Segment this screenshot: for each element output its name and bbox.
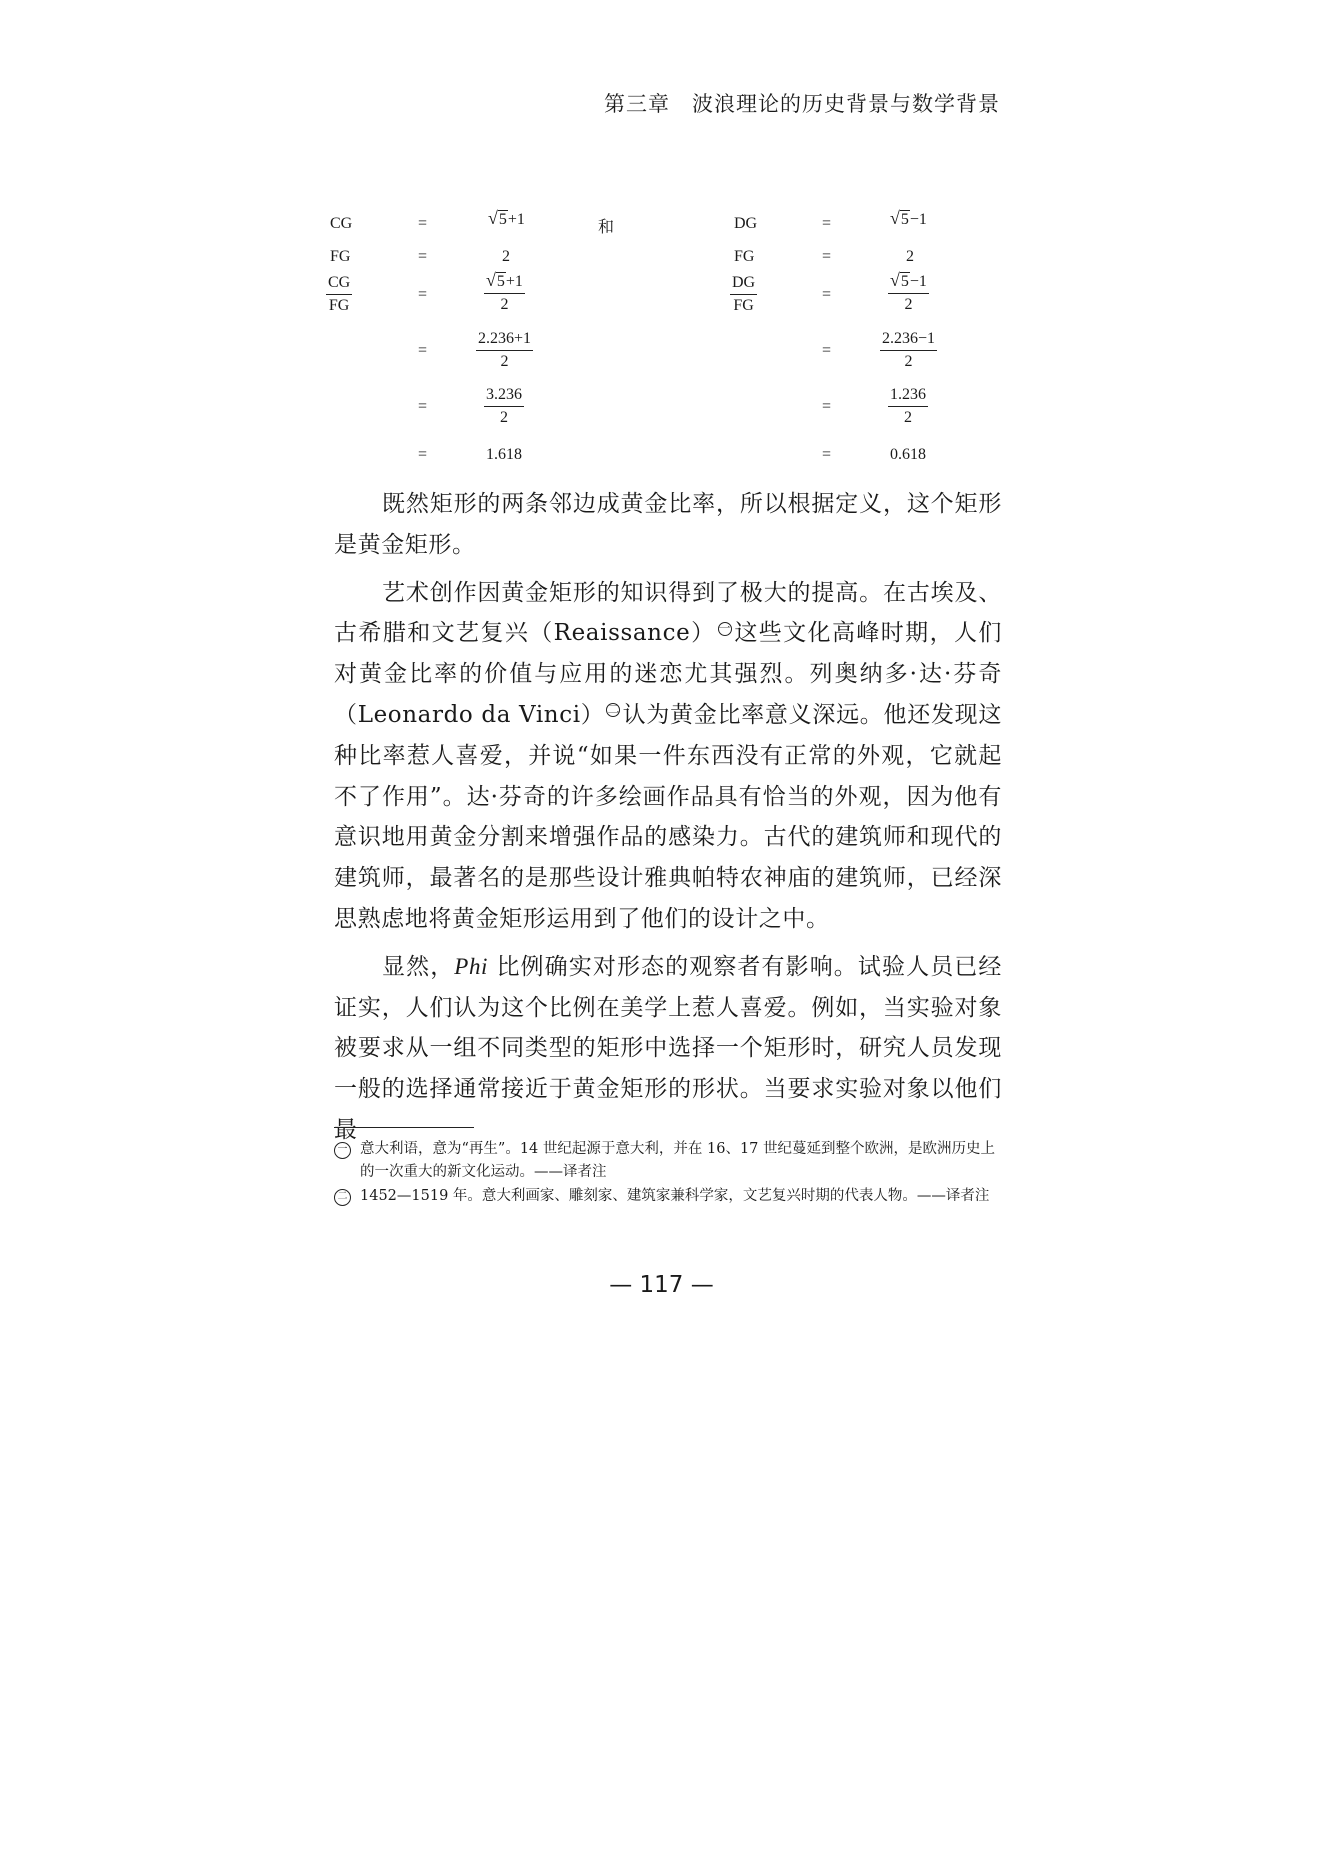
- and-word: 和: [598, 219, 615, 236]
- equals-sign: =: [418, 248, 428, 265]
- footnote-mark-icon: 一: [334, 1142, 351, 1159]
- sqrt5-plus-one: √5+1: [488, 208, 525, 228]
- paragraph-text: 比例确实对形态的观察者有影响。试验人员已经证实，人们认为这个比例在美学上惹人喜爱。例如，当实验对象被要求从一组不同类型的矩形中选择一个矩形时，研究人员发现一般的选择通常接近于黄金矩形的形状。当要求实验对象以他们最: [334, 953, 1002, 1143]
- footnote-text: 1452—1519 年。意大利画家、雕刻家、建筑家兼科学家，文艺复兴时期的代表人物。——译者注: [360, 1188, 990, 1204]
- fg-label: FG: [330, 248, 351, 265]
- equals-sign: =: [822, 446, 832, 463]
- footnote: [334, 1185, 1004, 1208]
- golden-ratio-equations: [0, 200, 1323, 470]
- equals-sign: =: [418, 215, 428, 232]
- paragraph-text: 显然，: [382, 953, 455, 980]
- equals-sign: =: [822, 286, 832, 303]
- left-substitution-fraction: $\frac{2.236+1}{2}$: [478, 330, 532, 370]
- equals-sign: =: [418, 398, 428, 415]
- equals-sign: =: [822, 215, 832, 232]
- footnote-ref-icon: 一: [718, 620, 732, 635]
- right-result: 0.618: [890, 446, 926, 463]
- equals-sign: =: [822, 398, 832, 415]
- dg-over-fg: $\frac{DG}{FG}$: [732, 274, 756, 314]
- footnote-ref-icon: 二: [607, 702, 621, 717]
- equals-sign: =: [822, 248, 832, 265]
- sqrt5-minus-one: √5−1: [890, 208, 927, 228]
- two: 2: [502, 248, 510, 265]
- footnote-mark-icon: 二: [334, 1189, 351, 1206]
- paragraph: [334, 947, 1002, 1151]
- equals-sign: =: [418, 342, 428, 359]
- right-substitution-fraction: $\frac{2.236-1}{2}$: [882, 330, 936, 370]
- footnote-divider: [334, 1127, 474, 1128]
- paragraph-text: 这些文化高峰时期，人们对黄金比率的价值与应用的迷恋尤其强烈。列奥纳多·达·芬奇（Leonardo da Vinci）: [334, 620, 1002, 728]
- body-text: [334, 484, 1002, 1158]
- right-sum-fraction: $\frac{1.236}{2}$: [890, 386, 926, 426]
- page-number: — 117 —: [609, 1272, 714, 1298]
- two: 2: [906, 248, 914, 265]
- equals-sign: =: [418, 446, 428, 463]
- paragraph-text: 艺术创作因黄金矩形的知识得到了极大的提高。在古埃及、古希腊和文艺复兴（Reaissance）: [334, 579, 1002, 647]
- sqrt5-minus-one-over-two: $\frac{√5-1}{2}$: [890, 270, 927, 313]
- paragraph: [334, 573, 1002, 940]
- running-title: 第三章 波浪理论的历史背景与数学背景: [604, 92, 1000, 116]
- equals-sign: =: [822, 342, 832, 359]
- paragraph: 既然矩形的两条邻边成黄金比率，所以根据定义，这个矩形是黄金矩形。: [334, 491, 1002, 558]
- footnote: [334, 1138, 1004, 1184]
- fg-label: FG: [734, 248, 755, 265]
- left-result: 1.618: [486, 446, 522, 463]
- footnote-text: 意大利语，意为“再生”。14 世纪起源于意大利，并在 16、17 世纪蔓延到整个欧洲，是欧洲历史上的一次重大的新文化运动。——译者注: [360, 1141, 996, 1180]
- dg-label: DG: [734, 215, 758, 232]
- footnotes: [334, 1138, 1004, 1209]
- paragraph-text: 认为黄金比率意义深远。他还发现这种比率惹人喜爱，并说“如果一件东西没有正常的外观，它就起不了作用”。达·芬奇的许多绘画作品具有恰当的外观，因为他有意识地用黄金分割来增强作品的感染力。古代的建筑师和现代的建筑师，最著名的是那些设计雅典帕特农神庙的建筑师，已经深思熟虑地将黄金矩形运用到了他们的设计之中。: [334, 701, 1002, 932]
- left-sum-fraction: $\frac{3.236}{2}$: [486, 386, 522, 426]
- sqrt5-plus-one-over-two: $\frac{√5+1}{2}$: [486, 270, 523, 313]
- cg-label: CG: [330, 215, 353, 232]
- cg-over-fg: $\frac{CG}{FG}$: [328, 274, 351, 314]
- equals-sign: =: [418, 286, 428, 303]
- phi-term: Phi: [454, 953, 489, 979]
